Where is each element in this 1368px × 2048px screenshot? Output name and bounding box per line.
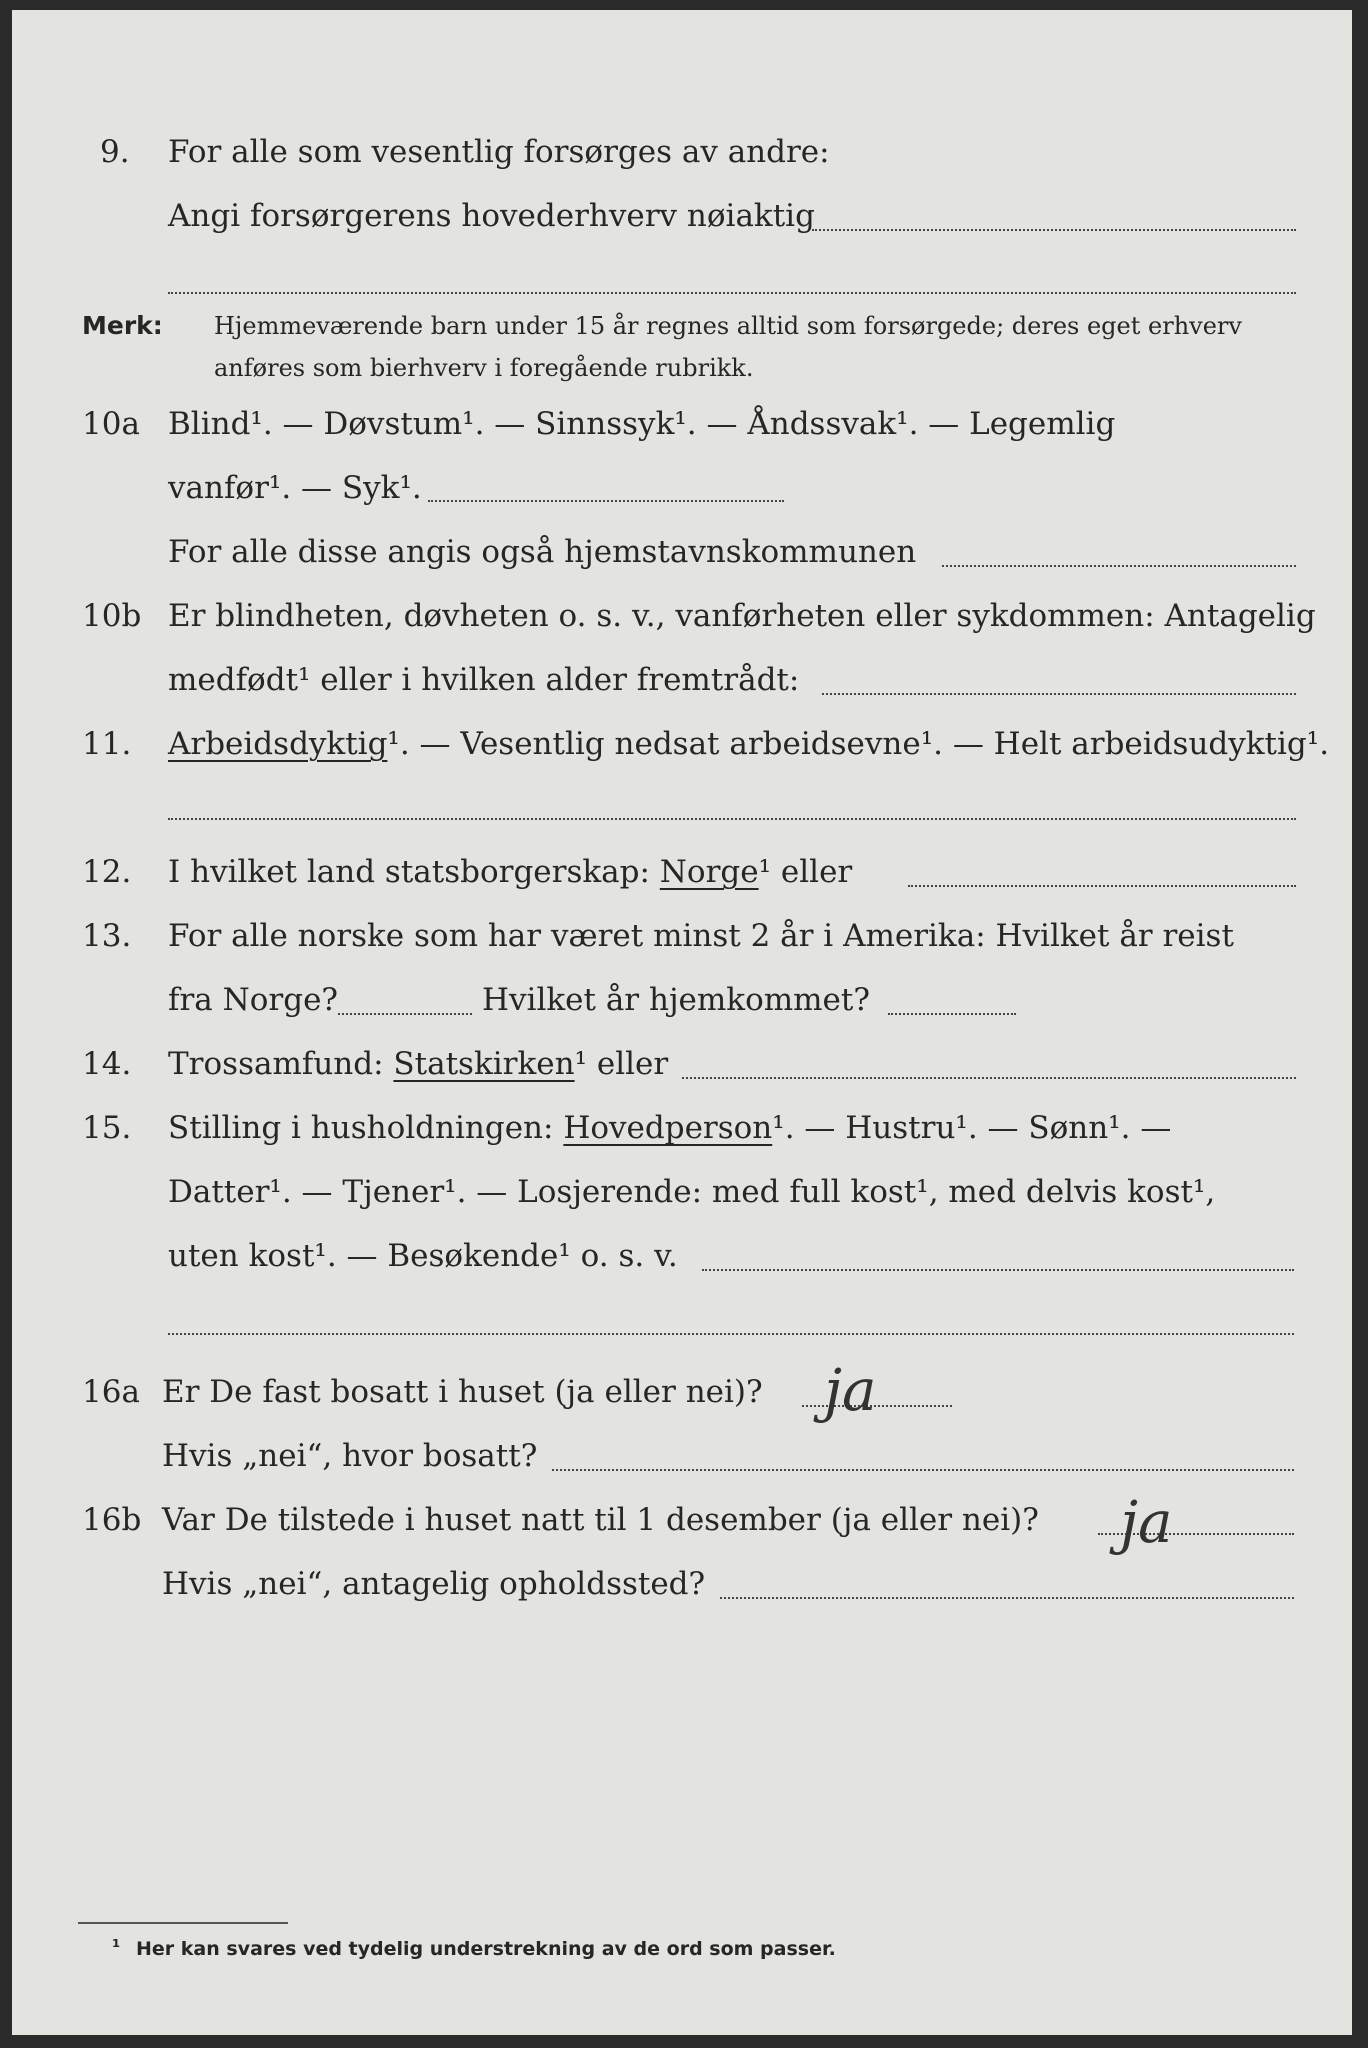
question-number: 12. — [82, 854, 132, 890]
question-number: 15. — [82, 1110, 132, 1146]
question-number: 14. — [82, 1046, 132, 1082]
selected-option: Hovedperson — [563, 1110, 773, 1146]
answer-line[interactable] — [888, 1013, 1016, 1015]
answer-line[interactable] — [942, 565, 1296, 567]
footnote-mark: ¹ — [112, 1936, 121, 1958]
question-text: Er blindheten, døvheten o. s. v., vanførheten eller sykdommen: Antagelig — [168, 598, 1316, 634]
selected-option: Statskirken — [393, 1046, 575, 1082]
answer-line[interactable] — [908, 885, 1296, 887]
question-text: Trossamfund: — [168, 1046, 384, 1082]
question-text: I hvilket land statsborgerskap: — [168, 854, 650, 890]
question-text: For alle disse angis også hjemstavnskommunen — [168, 534, 917, 570]
answer-line[interactable] — [168, 818, 1296, 820]
question-text: vanfør¹. — Syk¹. — [168, 470, 422, 506]
question-text: Er De fast bosatt i huset (ja eller nei)? — [162, 1374, 763, 1410]
note-label: Merk: — [82, 311, 163, 340]
answer-line[interactable] — [168, 292, 1296, 294]
handwritten-answer: ja — [1120, 1488, 1173, 1556]
note-text: anføres som bierhverv i foregående rubrikk. — [214, 354, 754, 382]
selected-option: Arbeidsdyktig — [168, 726, 388, 762]
question-text: Hvis „nei“, hvor bosatt? — [162, 1438, 538, 1474]
handwritten-answer: ja — [824, 1356, 877, 1424]
question-number: 10a — [82, 406, 140, 442]
selected-option: Norge — [659, 854, 759, 890]
question-number: 9. — [100, 134, 130, 170]
question-text: For alle norske som har været minst 2 år i Amerika: Hvilket år reist — [168, 918, 1234, 954]
note-text: Hjemmeværende barn under 15 år regnes alltid som forsørgede; deres eget erhverv — [214, 312, 1242, 340]
question-text: For alle som vesentlig forsørges av andre: — [168, 134, 830, 170]
question-text: Var De tilstede i huset natt til 1 desember (ja eller nei)? — [162, 1502, 1039, 1538]
answer-line[interactable] — [702, 1269, 1294, 1271]
answer-line[interactable] — [682, 1077, 1296, 1079]
question-number: 16b — [82, 1502, 142, 1538]
footnote-text: Her kan svares ved tydelig understrekning av de ord som passer. — [136, 1938, 836, 1960]
answer-line[interactable] — [720, 1597, 1294, 1599]
answer-line[interactable] — [428, 500, 784, 502]
question-text: ¹. — Vesentlig nedsat arbeidsevne¹. — Helt arbeidsudyktig¹. — [387, 726, 1330, 762]
question-number: 16a — [82, 1374, 140, 1410]
question-text: Angi forsørgerens hovederhverv nøiaktig — [168, 198, 815, 234]
question-text: Hvilket år hjemkommet? — [482, 982, 870, 1018]
footnote-divider — [78, 1922, 288, 1924]
question-text: Stilling i husholdningen: — [168, 1110, 554, 1146]
question-text: Hvis „nei“, antagelig opholdssted? — [162, 1566, 706, 1602]
answer-line[interactable] — [822, 693, 1296, 695]
question-number: 13. — [82, 918, 132, 954]
answer-line[interactable] — [812, 229, 1296, 231]
answer-line[interactable] — [168, 1333, 1294, 1335]
question-text: fra Norge? — [168, 982, 339, 1018]
answer-line[interactable] — [338, 1013, 472, 1015]
question-text: Datter¹. — Tjener¹. — Losjerende: med full kost¹, med delvis kost¹, — [168, 1174, 1216, 1210]
question-text: medfødt¹ eller i hvilken alder fremtrådt: — [168, 662, 800, 698]
census-form-page: 9. For alle som vesentlig forsørges av andre: Angi forsørgerens hovederhverv nøiaktig Merk: Hjemmeværende barn under 15 år regnes alltid som forsørgede; deres eget erhverv anføres som bierhverv i foregående rubrikk. 10a Blind¹. — Døvstum¹. — Sinnssyk¹. — Åndssvak¹. — Legemlig vanfør¹. — Syk¹. For alle disse angis også hjemstavnskommunen 10b Er blindheten, døvheten o. s. v., vanførheten eller sykdommen: Antagelig medfødt¹ eller i hvilken alder fremtrådt: 11. Arbeidsdyktig¹. — Vesentlig nedsat arbeidsevne¹. — Helt arbeidsudyktig¹. 12. I hvilket land statsborgerskap: Norge¹ eller 13. For alle norske som har været minst 2 år i Amerika: Hvilket år reist fra Norge? Hvilket år hjemkommet? 14. Trossamfund: Statskirken¹ eller 15. Stilling i husholdningen: Hovedperson¹. — Hustru¹. — Sønn¹. — Datter¹. — Tjener¹. — Losjerende: med full kost¹, med delvis kost¹, uten kost¹. — Besøkende¹ o. s. v. 16a Er De fast bosatt i huset (ja eller nei)? ja Hvis „nei“, hvor bosatt? 16b Var De tilstede i huset natt til 1 desember (ja eller nei)? ja Hvis „nei“, antagelig opholdssted? ¹ Her kan svares ved tydelig understrekning av de ord som passer. — [12, 10, 1352, 2035]
question-number: 11. — [82, 726, 132, 762]
question-text: Blind¹. — Døvstum¹. — Sinnssyk¹. — Åndssvak¹. — Legemlig — [168, 406, 1116, 442]
answer-line[interactable] — [552, 1469, 1294, 1471]
question-text: uten kost¹. — Besøkende¹ o. s. v. — [168, 1238, 678, 1274]
question-number: 10b — [82, 598, 142, 634]
